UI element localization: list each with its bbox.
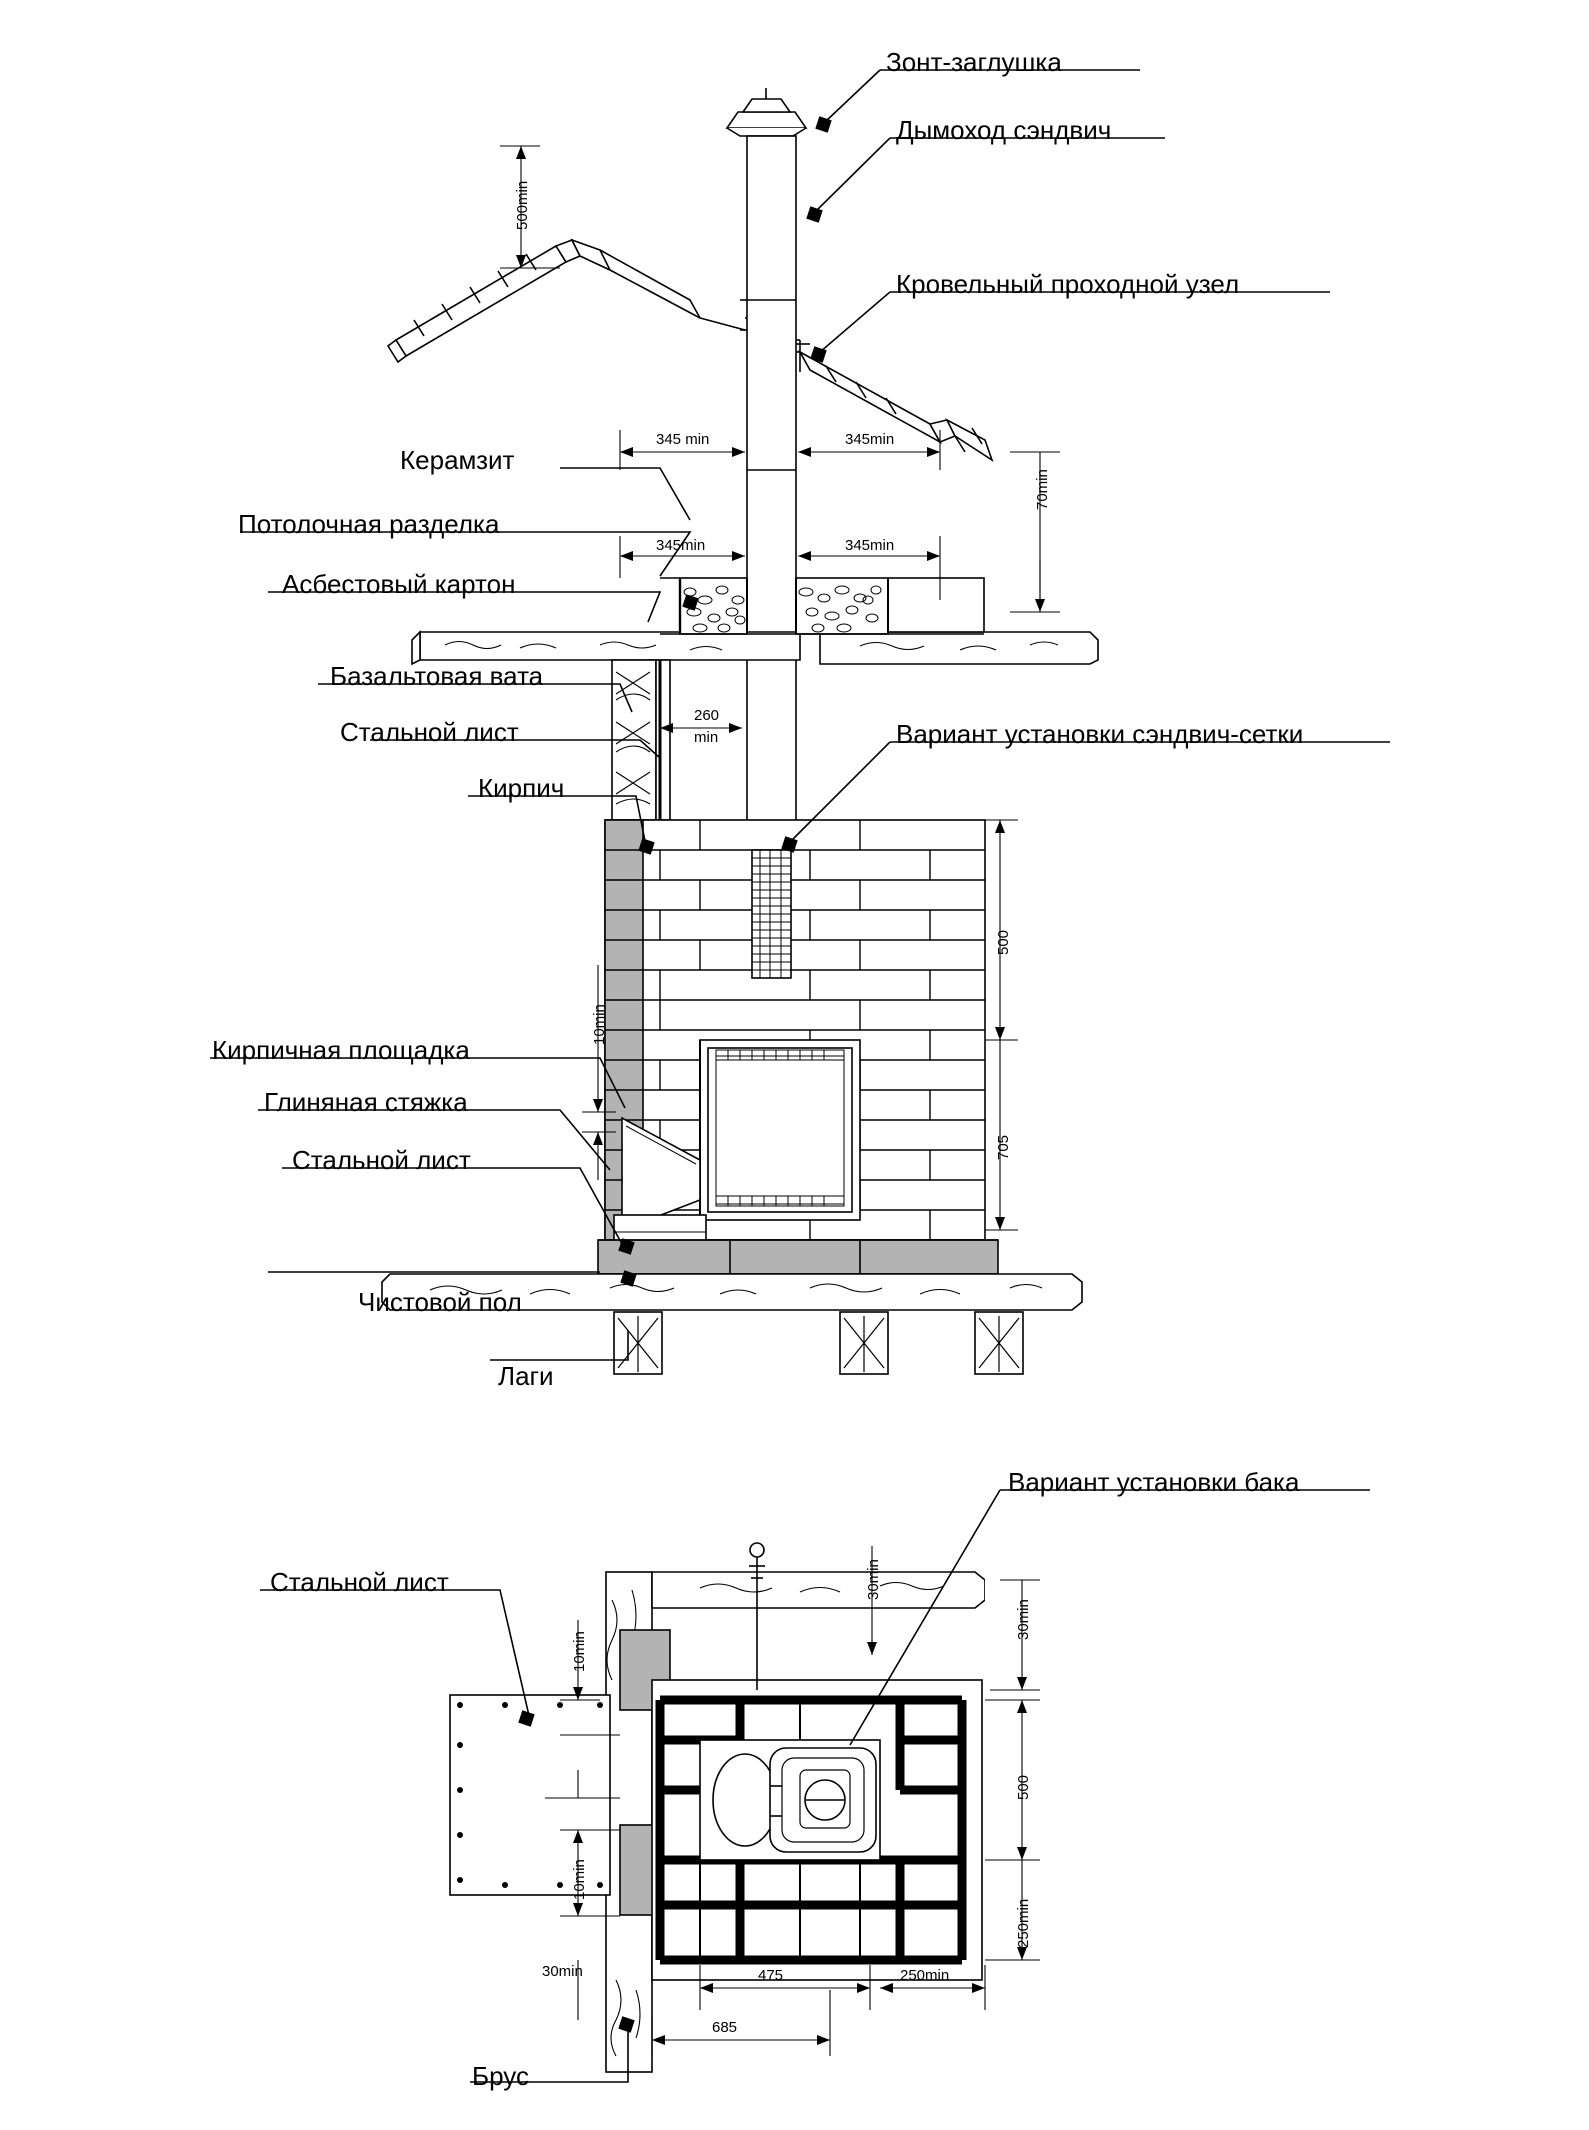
roof-ridge-flashing [600, 250, 747, 330]
dim-p500: 500 [1015, 1774, 1032, 1800]
dim-260: 260 [694, 707, 720, 724]
label-krovel: Кровельный проходной узел [896, 269, 1240, 299]
ceiling-slab [412, 632, 1098, 664]
dim-p250min: 250min [900, 1967, 950, 1984]
label-lagi: Лаги [498, 1361, 554, 1391]
label-keramzit: Керамзит [400, 445, 515, 475]
dim-p10min-bottom: 10min [571, 1859, 588, 1900]
dim-p30min-bottom: 30min [542, 1963, 583, 1980]
dim-345min-r2: 345min [845, 537, 895, 554]
dim-p10min-top: 10min [571, 1631, 588, 1672]
dim-500: 500 [995, 929, 1012, 955]
dim-500min: 500min [514, 180, 531, 230]
dim-345min-l1: 345 min [656, 431, 710, 448]
dim-p30min-right: 30min [1015, 1599, 1032, 1640]
label-stal3: Стальной лист [270, 1567, 449, 1597]
dim-260-min: min [694, 729, 719, 746]
label-pol: Чистовой пол [358, 1287, 522, 1317]
dim-70min: 70min [1034, 469, 1051, 510]
stove-firebox-door [700, 1040, 860, 1220]
label-bak: Вариант установки бака [1008, 1467, 1300, 1497]
label-dymohod: Дымоход сэндвич [896, 115, 1112, 145]
floor-joists [614, 1312, 1023, 1374]
dim-p685: 685 [712, 2019, 738, 2036]
label-stal1: Стальной лист [340, 717, 519, 747]
sandwich-chimney-pipe [747, 136, 796, 826]
chimney-cap-icon [727, 88, 806, 136]
label-kirpich: Кирпич [478, 773, 565, 803]
dim-705: 705 [995, 1134, 1012, 1160]
label-zont: Зонт-заглушка [886, 47, 1062, 77]
label-stal2: Стальной лист [292, 1145, 471, 1175]
label-setka: Вариант установки сэндвич-сетки [896, 719, 1304, 749]
dim-p30min-top: 30min [865, 1559, 882, 1600]
dim-p475: 475 [758, 1967, 784, 1984]
ceiling-cutout-keramzit [660, 578, 984, 634]
dim-10min: 10min [591, 1004, 608, 1045]
plan-stove-door [700, 1740, 880, 1860]
sandwich-mesh [752, 850, 791, 978]
roof-left-slope [388, 240, 610, 362]
dim-345min-r1: 345min [845, 431, 895, 448]
plan-tank-rod [749, 1543, 765, 1690]
label-ploshadka: Кирпичная площадка [212, 1035, 470, 1065]
brick-platform [598, 1240, 998, 1274]
label-glina: Глиняная стяжка [264, 1087, 468, 1117]
label-asbest: Асбестовый картон [282, 569, 516, 599]
dim-345min-l2: 345min [656, 537, 706, 554]
label-potolok: Потолочная разделка [238, 509, 500, 539]
label-bazalt: Базальтовая вата [330, 661, 544, 691]
dim-p250min-right: 250min [1015, 1898, 1032, 1948]
label-brus: Брус [472, 2061, 529, 2091]
